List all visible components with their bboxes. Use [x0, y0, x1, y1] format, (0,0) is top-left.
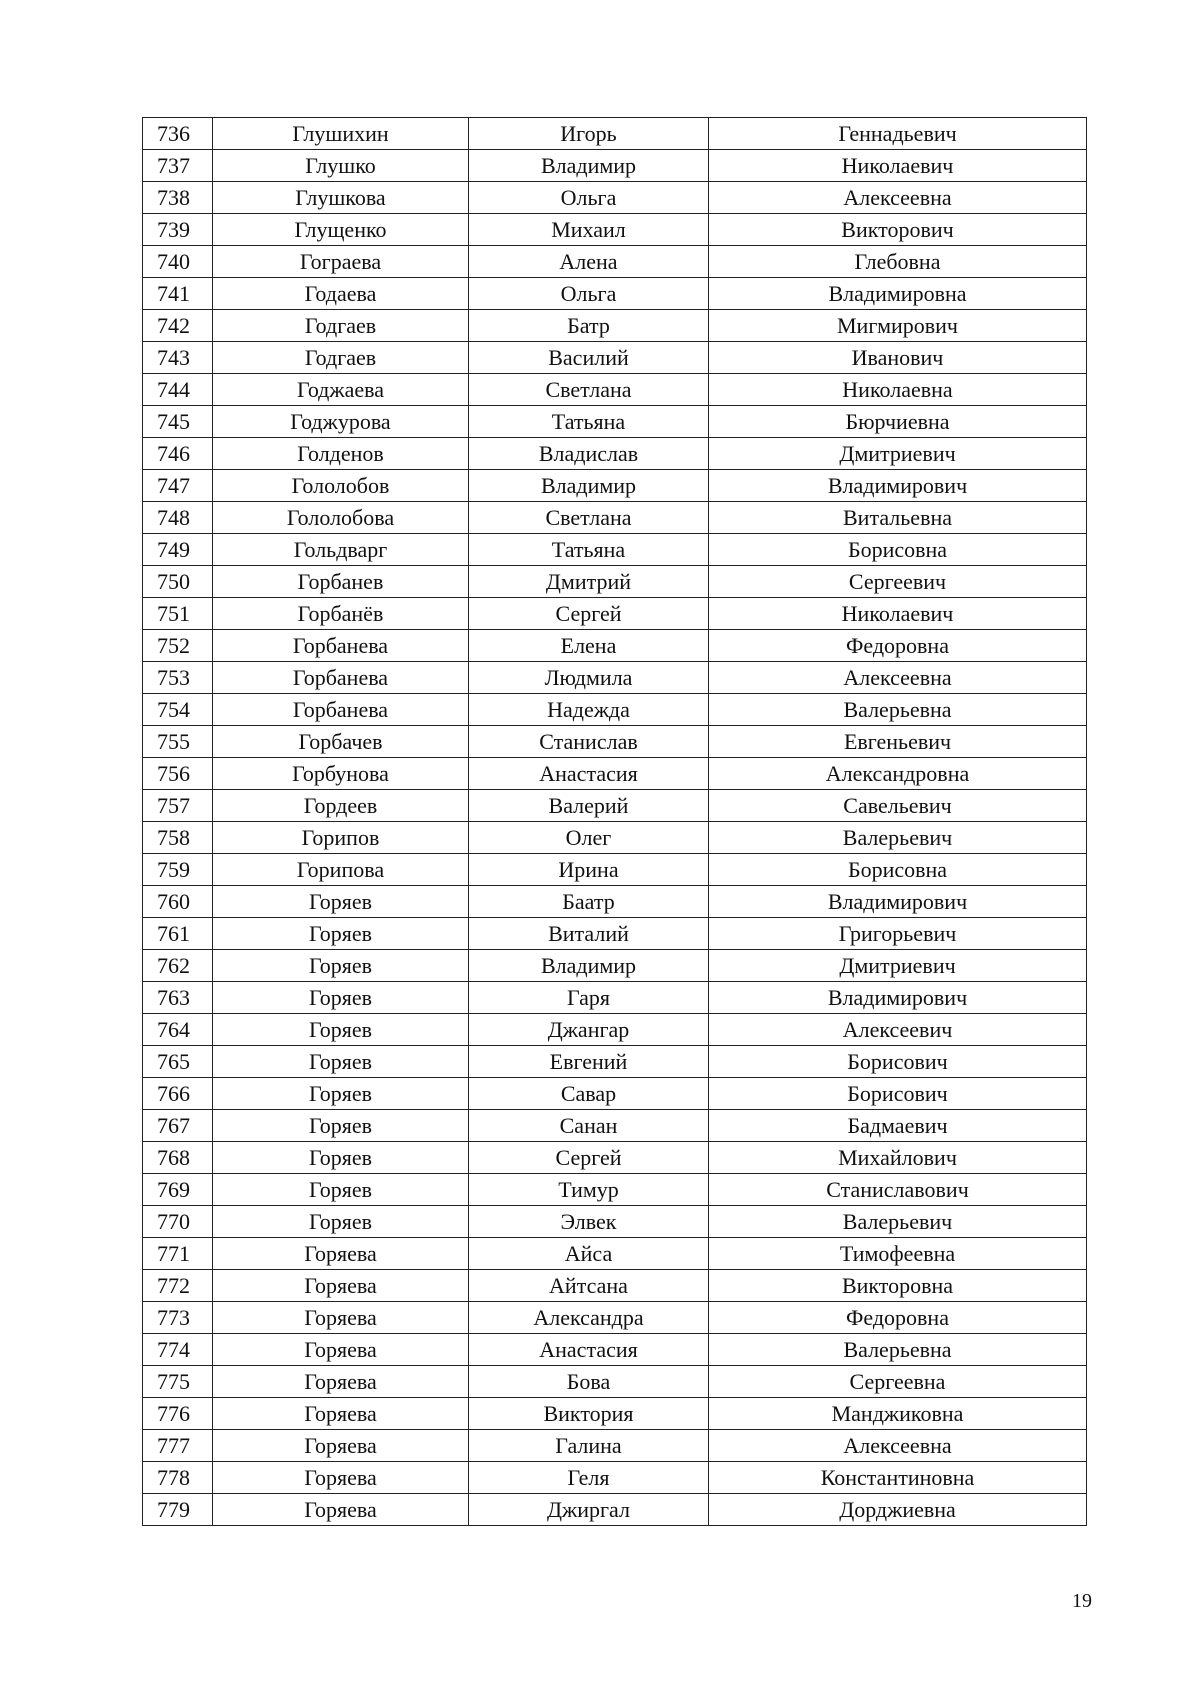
row-number-cell: 752	[143, 630, 213, 662]
first-name-cell: Батр	[469, 310, 709, 342]
table-row	[143, 406, 1087, 438]
first-name-cell: Алена	[469, 246, 709, 278]
row-number-cell: 777	[143, 1430, 213, 1462]
table-row	[143, 822, 1087, 854]
first-name-cell: Анастасия	[469, 758, 709, 790]
first-name-cell: Владимир	[469, 470, 709, 502]
patronymic-cell: Витальевна	[709, 502, 1087, 534]
patronymic-cell: Алексеевич	[709, 1014, 1087, 1046]
table-row	[143, 982, 1087, 1014]
patronymic-cell: Бюрчиевна	[709, 406, 1087, 438]
table-row	[143, 1142, 1087, 1174]
first-name-cell: Ирина	[469, 854, 709, 886]
first-name-cell: Татьяна	[469, 534, 709, 566]
first-name-cell: Игорь	[469, 118, 709, 150]
last-name-cell: Годаева	[213, 278, 469, 310]
first-name-cell: Надежда	[469, 694, 709, 726]
first-name-cell: Сергей	[469, 1142, 709, 1174]
patronymic-cell: Борисович	[709, 1046, 1087, 1078]
first-name-cell: Михаил	[469, 214, 709, 246]
patronymic-cell: Алексеевна	[709, 662, 1087, 694]
last-name-cell: Горбачев	[213, 726, 469, 758]
row-number-cell: 738	[143, 182, 213, 214]
patronymic-cell: Федоровна	[709, 1302, 1087, 1334]
first-name-cell: Виталий	[469, 918, 709, 950]
last-name-cell: Горбанев	[213, 566, 469, 598]
last-name-cell: Горбанева	[213, 694, 469, 726]
first-name-cell: Ольга	[469, 182, 709, 214]
table-row	[143, 1014, 1087, 1046]
last-name-cell: Годгаев	[213, 342, 469, 374]
patronymic-cell: Дорджиевна	[709, 1494, 1087, 1526]
first-name-cell: Олег	[469, 822, 709, 854]
last-name-cell: Горбанева	[213, 630, 469, 662]
table-row	[143, 310, 1087, 342]
patronymic-cell: Бадмаевич	[709, 1110, 1087, 1142]
patronymic-cell: Николаевна	[709, 374, 1087, 406]
first-name-cell: Александра	[469, 1302, 709, 1334]
table-row	[143, 662, 1087, 694]
patronymic-cell: Станиславович	[709, 1174, 1087, 1206]
row-number-cell: 776	[143, 1398, 213, 1430]
last-name-cell: Горяева	[213, 1238, 469, 1270]
table-row	[143, 1110, 1087, 1142]
first-name-cell: Сергей	[469, 598, 709, 630]
table-row	[143, 790, 1087, 822]
first-name-cell: Джиргал	[469, 1494, 709, 1526]
row-number-cell: 744	[143, 374, 213, 406]
row-number-cell: 779	[143, 1494, 213, 1526]
row-number-cell: 765	[143, 1046, 213, 1078]
row-number-cell: 759	[143, 854, 213, 886]
table-row	[143, 502, 1087, 534]
table-row	[143, 342, 1087, 374]
row-number-cell: 749	[143, 534, 213, 566]
table-row	[143, 1494, 1087, 1526]
last-name-cell: Гограева	[213, 246, 469, 278]
patronymic-cell: Николаевич	[709, 150, 1087, 182]
last-name-cell: Горяева	[213, 1494, 469, 1526]
row-number-cell: 771	[143, 1238, 213, 1270]
row-number-cell: 748	[143, 502, 213, 534]
first-name-cell: Баатр	[469, 886, 709, 918]
patronymic-cell: Сергеевич	[709, 566, 1087, 598]
table-row	[143, 374, 1087, 406]
patronymic-cell: Александровна	[709, 758, 1087, 790]
patronymic-cell: Геннадьевич	[709, 118, 1087, 150]
row-number-cell: 772	[143, 1270, 213, 1302]
last-name-cell: Горяев	[213, 1078, 469, 1110]
row-number-cell: 750	[143, 566, 213, 598]
patronymic-cell: Алексеевна	[709, 182, 1087, 214]
patronymic-cell: Дмитриевич	[709, 438, 1087, 470]
patronymic-cell: Валерьевна	[709, 1334, 1087, 1366]
table-row	[143, 1334, 1087, 1366]
patronymic-cell: Глебовна	[709, 246, 1087, 278]
patronymic-cell: Григорьевич	[709, 918, 1087, 950]
table-row	[143, 118, 1087, 150]
table-row	[143, 214, 1087, 246]
table-row	[143, 246, 1087, 278]
table-row	[143, 566, 1087, 598]
table-row	[143, 630, 1087, 662]
row-number-cell: 755	[143, 726, 213, 758]
last-name-cell: Горяев	[213, 982, 469, 1014]
patronymic-cell: Владимирович	[709, 470, 1087, 502]
patronymic-cell: Манджиковна	[709, 1398, 1087, 1430]
patronymic-cell: Федоровна	[709, 630, 1087, 662]
table-row	[143, 854, 1087, 886]
table-row	[143, 918, 1087, 950]
last-name-cell: Горяева	[213, 1398, 469, 1430]
table-row	[143, 1430, 1087, 1462]
row-number-cell: 746	[143, 438, 213, 470]
first-name-cell: Тимур	[469, 1174, 709, 1206]
patronymic-cell: Валерьевна	[709, 694, 1087, 726]
patronymic-cell: Дмитриевич	[709, 950, 1087, 982]
table-row	[143, 726, 1087, 758]
last-name-cell: Горяев	[213, 886, 469, 918]
row-number-cell: 774	[143, 1334, 213, 1366]
last-name-cell: Голденов	[213, 438, 469, 470]
first-name-cell: Владислав	[469, 438, 709, 470]
names-table	[142, 117, 1087, 1526]
row-number-cell: 742	[143, 310, 213, 342]
last-name-cell: Горбунова	[213, 758, 469, 790]
patronymic-cell: Борисович	[709, 1078, 1087, 1110]
table-row	[143, 534, 1087, 566]
row-number-cell: 769	[143, 1174, 213, 1206]
last-name-cell: Гольдварг	[213, 534, 469, 566]
patronymic-cell: Валерьевич	[709, 822, 1087, 854]
last-name-cell: Горбанёв	[213, 598, 469, 630]
table-row	[143, 150, 1087, 182]
last-name-cell: Глущенко	[213, 214, 469, 246]
last-name-cell: Гололобов	[213, 470, 469, 502]
row-number-cell: 754	[143, 694, 213, 726]
patronymic-cell: Владимирович	[709, 982, 1087, 1014]
last-name-cell: Глушко	[213, 150, 469, 182]
patronymic-cell: Мигмирович	[709, 310, 1087, 342]
first-name-cell: Татьяна	[469, 406, 709, 438]
row-number-cell: 747	[143, 470, 213, 502]
first-name-cell: Элвек	[469, 1206, 709, 1238]
patronymic-cell: Владимирович	[709, 886, 1087, 918]
table-row	[143, 1302, 1087, 1334]
row-number-cell: 762	[143, 950, 213, 982]
first-name-cell: Виктория	[469, 1398, 709, 1430]
first-name-cell: Галина	[469, 1430, 709, 1462]
patronymic-cell: Владимировна	[709, 278, 1087, 310]
first-name-cell: Евгений	[469, 1046, 709, 1078]
table-row	[143, 1078, 1087, 1110]
table-row	[143, 1270, 1087, 1302]
row-number-cell: 737	[143, 150, 213, 182]
patronymic-cell: Михайлович	[709, 1142, 1087, 1174]
last-name-cell: Горяев	[213, 918, 469, 950]
first-name-cell: Анастасия	[469, 1334, 709, 1366]
patronymic-cell: Валерьевич	[709, 1206, 1087, 1238]
row-number-cell: 745	[143, 406, 213, 438]
first-name-cell: Владимир	[469, 950, 709, 982]
row-number-cell: 773	[143, 1302, 213, 1334]
first-name-cell: Елена	[469, 630, 709, 662]
row-number-cell: 753	[143, 662, 213, 694]
last-name-cell: Горяев	[213, 1046, 469, 1078]
first-name-cell: Ольга	[469, 278, 709, 310]
last-name-cell: Горяев	[213, 1142, 469, 1174]
last-name-cell: Горбанева	[213, 662, 469, 694]
row-number-cell: 761	[143, 918, 213, 950]
patronymic-cell: Николаевич	[709, 598, 1087, 630]
first-name-cell: Бова	[469, 1366, 709, 1398]
table-row	[143, 694, 1087, 726]
last-name-cell: Годжаева	[213, 374, 469, 406]
first-name-cell: Станислав	[469, 726, 709, 758]
last-name-cell: Гордеев	[213, 790, 469, 822]
first-name-cell: Геля	[469, 1462, 709, 1494]
patronymic-cell: Тимофеевна	[709, 1238, 1087, 1270]
last-name-cell: Горипов	[213, 822, 469, 854]
row-number-cell: 768	[143, 1142, 213, 1174]
page-number: 19	[1072, 1590, 1092, 1612]
patronymic-cell: Викторовна	[709, 1270, 1087, 1302]
row-number-cell: 741	[143, 278, 213, 310]
first-name-cell: Джангар	[469, 1014, 709, 1046]
row-number-cell: 757	[143, 790, 213, 822]
patronymic-cell: Евгеньевич	[709, 726, 1087, 758]
last-name-cell: Горяев	[213, 1110, 469, 1142]
row-number-cell: 736	[143, 118, 213, 150]
table-row	[143, 1238, 1087, 1270]
first-name-cell: Савар	[469, 1078, 709, 1110]
last-name-cell: Горяев	[213, 1206, 469, 1238]
row-number-cell: 760	[143, 886, 213, 918]
first-name-cell: Дмитрий	[469, 566, 709, 598]
first-name-cell: Людмила	[469, 662, 709, 694]
row-number-cell: 739	[143, 214, 213, 246]
last-name-cell: Горяева	[213, 1366, 469, 1398]
last-name-cell: Глушкова	[213, 182, 469, 214]
last-name-cell: Горипова	[213, 854, 469, 886]
last-name-cell: Горяева	[213, 1462, 469, 1494]
patronymic-cell: Иванович	[709, 342, 1087, 374]
table-row	[143, 1174, 1087, 1206]
table-row	[143, 1462, 1087, 1494]
table-row	[143, 470, 1087, 502]
table-row	[143, 1398, 1087, 1430]
table-row	[143, 758, 1087, 790]
last-name-cell: Горяев	[213, 1014, 469, 1046]
row-number-cell: 764	[143, 1014, 213, 1046]
table-row	[143, 438, 1087, 470]
table-row	[143, 1366, 1087, 1398]
row-number-cell: 763	[143, 982, 213, 1014]
row-number-cell: 758	[143, 822, 213, 854]
table-row	[143, 1206, 1087, 1238]
last-name-cell: Глушихин	[213, 118, 469, 150]
table-row	[143, 1046, 1087, 1078]
names-table-body	[143, 118, 1087, 1526]
row-number-cell: 778	[143, 1462, 213, 1494]
first-name-cell: Айса	[469, 1238, 709, 1270]
first-name-cell: Санан	[469, 1110, 709, 1142]
table-row	[143, 886, 1087, 918]
last-name-cell: Горяева	[213, 1334, 469, 1366]
patronymic-cell: Борисовна	[709, 534, 1087, 566]
last-name-cell: Горяев	[213, 950, 469, 982]
last-name-cell: Горяева	[213, 1270, 469, 1302]
patronymic-cell: Борисовна	[709, 854, 1087, 886]
table-row	[143, 598, 1087, 630]
last-name-cell: Горяев	[213, 1174, 469, 1206]
first-name-cell: Валерий	[469, 790, 709, 822]
patronymic-cell: Алексеевна	[709, 1430, 1087, 1462]
row-number-cell: 767	[143, 1110, 213, 1142]
last-name-cell: Годгаев	[213, 310, 469, 342]
table-row	[143, 950, 1087, 982]
patronymic-cell: Викторович	[709, 214, 1087, 246]
first-name-cell: Гаря	[469, 982, 709, 1014]
first-name-cell: Светлана	[469, 502, 709, 534]
last-name-cell: Горяева	[213, 1302, 469, 1334]
patronymic-cell: Константиновна	[709, 1462, 1087, 1494]
first-name-cell: Светлана	[469, 374, 709, 406]
table-row	[143, 278, 1087, 310]
last-name-cell: Гололобова	[213, 502, 469, 534]
first-name-cell: Владимир	[469, 150, 709, 182]
patronymic-cell: Савельевич	[709, 790, 1087, 822]
first-name-cell: Василий	[469, 342, 709, 374]
row-number-cell: 743	[143, 342, 213, 374]
row-number-cell: 751	[143, 598, 213, 630]
row-number-cell: 766	[143, 1078, 213, 1110]
last-name-cell: Горяева	[213, 1430, 469, 1462]
table-row	[143, 182, 1087, 214]
row-number-cell: 740	[143, 246, 213, 278]
patronymic-cell: Сергеевна	[709, 1366, 1087, 1398]
last-name-cell: Годжурова	[213, 406, 469, 438]
row-number-cell: 775	[143, 1366, 213, 1398]
row-number-cell: 770	[143, 1206, 213, 1238]
row-number-cell: 756	[143, 758, 213, 790]
first-name-cell: Айтсана	[469, 1270, 709, 1302]
